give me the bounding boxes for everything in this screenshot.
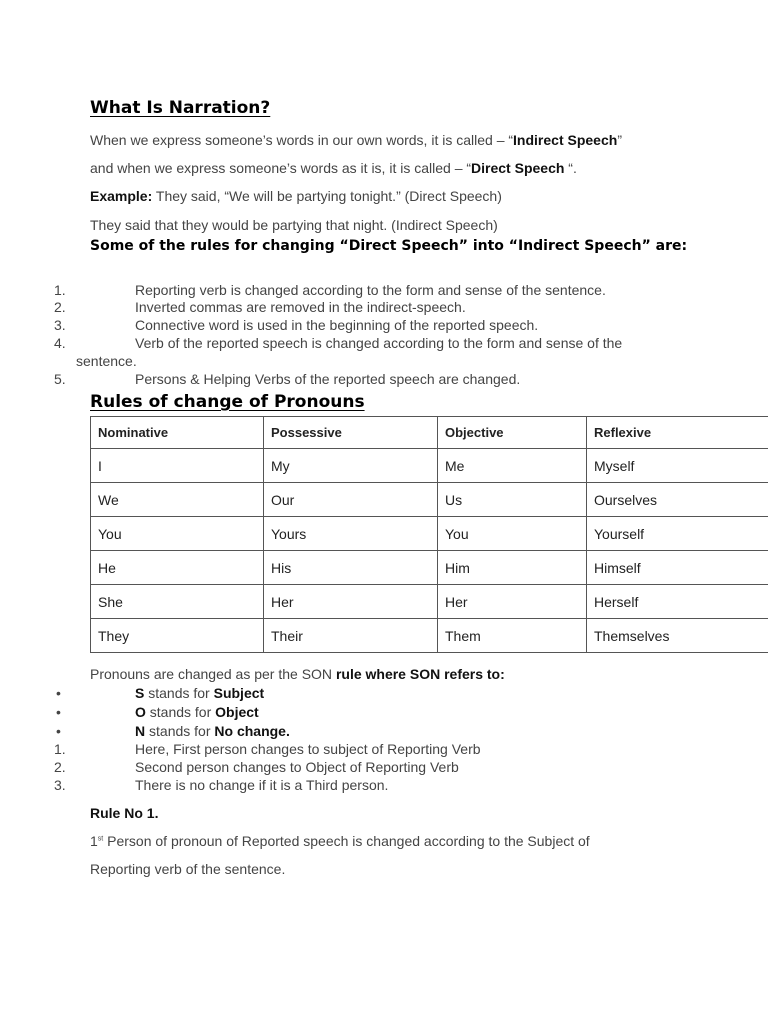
page-title: What Is Narration? <box>90 98 271 118</box>
rule-no1-line1 <box>90 833 590 849</box>
column-header: Objective <box>438 417 587 449</box>
table-cell: Ourselves <box>587 483 768 517</box>
table-cell: Themselves <box>587 619 768 653</box>
example-indirect-line: They said that they would be partying that night. (Indirect Speech) <box>90 217 498 233</box>
table-cell: I <box>91 449 264 483</box>
table-cell: Our <box>264 483 438 517</box>
table-row <box>91 517 768 551</box>
rule-text: Connective word is used in the beginning of the reported speech. <box>135 317 539 333</box>
table-cell: Us <box>438 483 587 517</box>
intro-line-2 <box>90 160 577 176</box>
rule-text-continued: sentence. <box>76 353 137 369</box>
table-row <box>91 483 768 517</box>
table-cell: She <box>91 585 264 619</box>
table-cell: You <box>91 517 264 551</box>
table-cell: Her <box>438 585 587 619</box>
son-mid: stands for <box>145 723 215 739</box>
rule-no1-line2: Reporting verb of the sentence. <box>90 861 286 877</box>
son-bullet <box>135 723 290 739</box>
table-cell: His <box>264 551 438 585</box>
pronoun-table <box>90 416 768 653</box>
table-row <box>91 619 768 653</box>
example-line <box>90 188 502 204</box>
son-numbered-text: There is no change if it is a Third person. <box>135 777 389 793</box>
table-row <box>91 585 768 619</box>
son-letter: O <box>135 704 146 720</box>
rule-number: 1. <box>54 282 66 298</box>
son-intro <box>90 666 505 682</box>
direct-speech-term: Direct Speech <box>471 160 565 176</box>
rules-heading: Some of the rules for changing “Direct Speech” into “Indirect Speech” are: <box>90 238 688 254</box>
table-cell: Their <box>264 619 438 653</box>
table-cell: He <box>91 551 264 585</box>
son-numbered-text: Here, First person changes to subject of Reporting Verb <box>135 741 481 757</box>
rule-no1-ordinal-suffix: st <box>97 835 104 843</box>
son-number: 1. <box>54 741 66 757</box>
pronouns-heading: Rules of change of Pronouns <box>90 392 365 412</box>
son-intro-bold: rule where SON refers to: <box>335 666 505 682</box>
intro-line-2-close: “. <box>564 160 577 176</box>
column-header: Reflexive <box>587 417 768 449</box>
son-word: No change. <box>214 723 290 739</box>
rule-text: Reporting verb is changed according to the form and sense of the sentence. <box>135 282 606 298</box>
rule-no1-text: Person of pronoun of Reported speech is changed according to the Subject of <box>103 833 590 849</box>
table-cell: Him <box>438 551 587 585</box>
intro-line-1 <box>90 132 622 148</box>
rule-text: Verb of the reported speech is changed according to the form and sense of the <box>135 335 623 351</box>
rule-no1-title: Rule No 1. <box>90 805 159 821</box>
rule-no1-ordinal: 1 <box>90 833 98 849</box>
son-intro-text: Pronouns are changed as per the SON <box>90 666 336 682</box>
example-label: Example: <box>90 188 153 204</box>
table-cell: They <box>91 619 264 653</box>
son-bullet <box>135 704 259 720</box>
table-cell: You <box>438 517 587 551</box>
table-cell: Yours <box>264 517 438 551</box>
rule-text: Inverted commas are removed in the indirect-speech. <box>135 299 466 315</box>
table-cell: Himself <box>587 551 768 585</box>
table-cell: My <box>264 449 438 483</box>
intro-line-2-text: and when we express someone’s words as it is, it is called – “ <box>90 160 472 176</box>
table-cell: Yourself <box>587 517 768 551</box>
son-bullet <box>135 685 264 701</box>
son-letter: N <box>135 723 146 739</box>
son-word: Subject <box>213 685 265 701</box>
example-text: They said, “We will be partying tonight.” (Direct Speech) <box>152 188 502 204</box>
son-mid: stands for <box>145 704 216 720</box>
table-row <box>91 449 768 483</box>
column-header: Nominative <box>91 417 264 449</box>
table-cell: Myself <box>587 449 768 483</box>
bullet-icon: • <box>56 723 61 739</box>
son-letter: S <box>135 685 145 701</box>
rule-number: 5. <box>54 371 66 387</box>
indirect-speech-term: Indirect Speech <box>513 132 618 148</box>
son-number: 3. <box>54 777 66 793</box>
table-cell: We <box>91 483 264 517</box>
table-cell: Me <box>438 449 587 483</box>
table-row <box>91 551 768 585</box>
bullet-icon: • <box>56 685 61 701</box>
son-mid: stands for <box>144 685 214 701</box>
son-word: Object <box>215 704 259 720</box>
son-numbered-text: Second person changes to Object of Reporting Verb <box>135 759 459 775</box>
table-header-row <box>91 417 768 449</box>
son-number: 2. <box>54 759 66 775</box>
bullet-icon: • <box>56 704 61 720</box>
rule-text: Persons & Helping Verbs of the reported speech are changed. <box>135 371 521 387</box>
intro-line-1-text: When we express someone’s words in our own words, it is called – “ <box>90 132 514 148</box>
rule-number: 3. <box>54 317 66 333</box>
table-cell: Her <box>264 585 438 619</box>
intro-line-1-close: ” <box>617 132 622 148</box>
column-header: Possessive <box>264 417 438 449</box>
rule-number: 2. <box>54 299 66 315</box>
rule-number: 4. <box>54 335 66 351</box>
table-cell: Them <box>438 619 587 653</box>
table-cell: Herself <box>587 585 768 619</box>
